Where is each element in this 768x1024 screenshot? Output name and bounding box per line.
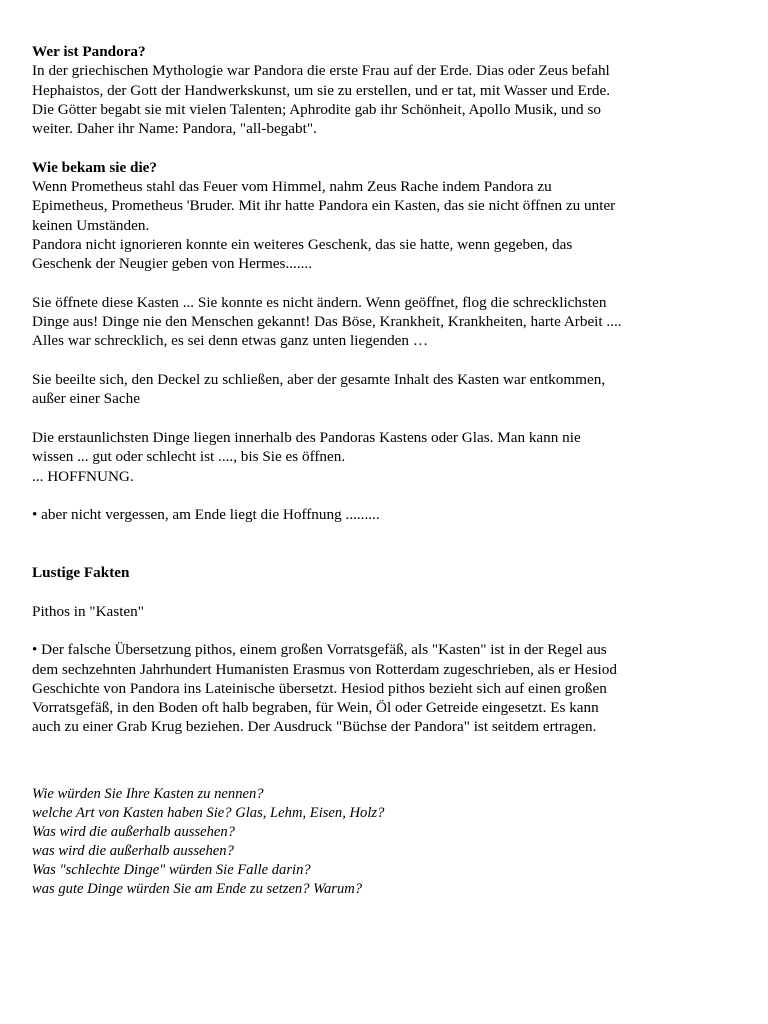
paragraph-line: • Der falsche Übersetzung pithos, einem großen Vorratsgefäß, als "Kasten" ist in der Regel aus <box>32 641 607 659</box>
section-kasten-geoeffnet <box>32 293 742 351</box>
paragraph-line: Dinge aus! Dinge nie den Menschen gekannt! Das Böse, Krankheit, Krankheiten, harte Arbeit .... <box>32 313 622 331</box>
section-wie-bekam-sie-die <box>32 158 742 274</box>
bullet-line: • aber nicht vergessen, am Ende liegt die Hoffnung ......... <box>32 506 380 524</box>
paragraph-line: Wenn Prometheus stahl das Feuer vom Himmel, nahm Zeus Rache indem Pandora zu <box>32 178 552 196</box>
question-line: Was "schlechte Dinge" würden Sie Falle darin? <box>32 862 311 879</box>
paragraph-line: Die Götter begabt sie mit vielen Talenten; Aphrodite gab ihr Schönheit, Apollo Musik, und so <box>32 100 601 118</box>
paragraph-line: Hephaistos, der Gott der Handwerkskunst, um sie zu erstellen, und er tat, mit Wasser und Erde. <box>32 81 611 99</box>
heading-wer-ist-pandora: Wer ist Pandora? <box>32 43 146 60</box>
paragraph-line: Geschenk der Neugier geben von Hermes....... <box>32 255 313 273</box>
heading-wie-bekam-sie-die: Wie bekam sie die? <box>32 158 158 176</box>
paragraph-line: keinen Umständen. <box>32 216 150 234</box>
paragraph-line: Sie beeilte sich, den Deckel zu schließen, aber der gesamte Inhalt des Kasten war entkommen, <box>32 371 606 389</box>
question-line: Was wird die außerhalb aussehen? <box>32 823 235 840</box>
section-lustige-fakten <box>32 563 742 737</box>
section-hoffnung-bullet <box>32 505 742 524</box>
paragraph-line: Die erstaunlichsten Dinge liegen innerhalb des Pandoras Kastens oder Glas. Man kann nie <box>32 428 581 446</box>
paragraph-line: weiter. Daher ihr Name: Pandora, "all-begabt". <box>32 120 317 138</box>
paragraph-line: dem sechzehnten Jahrhundert Humanisten Erasmus von Rotterdam zugeschrieben, als er Hesiod <box>32 660 617 678</box>
paragraph-line: In der griechischen Mythologie war Pandora die erste Frau auf der Erde. Dias oder Zeus befahl <box>32 62 610 80</box>
paragraph-line: auch zu einer Grab Krug beziehen. Der Ausdruck "Büchse der Pandora" ist seitdem ertragen. <box>32 718 597 736</box>
question-line: was gute Dinge würden Sie am Ende zu setzen? Warum? <box>32 881 363 898</box>
section-deckel <box>32 370 742 409</box>
paragraph-line: außer einer Sache <box>32 390 140 408</box>
document-page <box>32 42 742 899</box>
question-line: Wie würden Sie Ihre Kasten zu nennen? <box>32 785 264 802</box>
paragraph-line: wissen ... gut oder schlecht ist ...., bis Sie es öffnen. <box>32 448 346 466</box>
paragraph-line: Sie öffnete diese Kasten ... Sie konnte es nicht ändern. Wenn geöffnet, flog die schrecklichsten <box>32 293 607 311</box>
paragraph-line: Alles war schrecklich, es sei denn etwas ganz unten liegenden … <box>32 332 429 350</box>
questions-list <box>32 785 742 900</box>
subheading-pithos: Pithos in "Kasten" <box>32 602 144 620</box>
paragraph-line: ... HOFFNUNG. <box>32 467 134 485</box>
paragraph-line: Geschichte von Pandora ins Lateinische übersetzt. Hesiod pithos bezieht sich auf einen großen <box>32 679 607 697</box>
paragraph-line: Epimetheus, Prometheus 'Bruder. Mit ihr hatte Pandora ein Kasten, das sie nicht öffnen zu unter <box>32 197 616 215</box>
heading-lustige-fakten: Lustige Fakten <box>32 564 130 582</box>
section-wer-ist-pandora <box>32 42 742 138</box>
section-erstaunlichste-dinge <box>32 428 742 486</box>
paragraph-line: Pandora nicht ignorieren konnte ein weiteres Geschenk, das sie hatte, wenn gegeben, das <box>32 235 573 253</box>
question-line: was wird die außerhalb aussehen? <box>32 842 234 859</box>
question-line: welche Art von Kasten haben Sie? Glas, Lehm, Eisen, Holz? <box>32 804 385 821</box>
paragraph-line: Vorratsgefäß, in den Boden oft halb begraben, für Wein, Öl oder Getreide eingesetzt. Es kann <box>32 699 599 717</box>
